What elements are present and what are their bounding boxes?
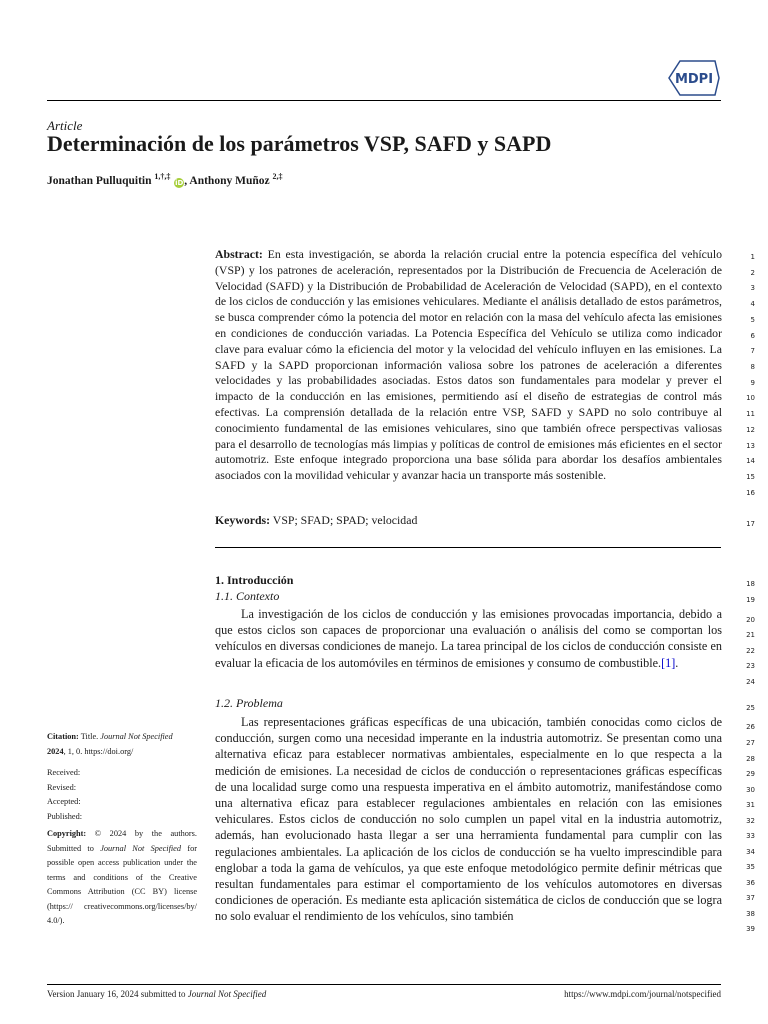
paragraph xyxy=(215,606,722,671)
section-heading: 1. Introducción xyxy=(215,573,294,587)
author-name[interactable]: Anthony Muñoz xyxy=(189,174,270,187)
line-number: 20 xyxy=(746,616,755,624)
footer-version xyxy=(47,989,266,999)
line-number: 34 xyxy=(746,848,755,856)
keywords-text: VSP; SFAD; SPAD; velocidad xyxy=(272,513,418,527)
line-number: 6 xyxy=(750,332,755,340)
copyright-label: Copyright: xyxy=(47,829,87,838)
line-number: 11 xyxy=(746,410,755,418)
line-number: 14 xyxy=(746,457,755,465)
section-rule xyxy=(215,547,721,548)
line-number: 28 xyxy=(746,755,755,763)
citation-block xyxy=(47,730,197,759)
line-number: 32 xyxy=(746,817,755,825)
line-number: 35 xyxy=(746,863,755,871)
citation-journal: Journal Not Specified xyxy=(100,732,173,741)
citation-volume[interactable]: , 1, 0. https://doi.org/ xyxy=(63,746,134,756)
citation-label: Citation: xyxy=(47,732,79,741)
dates-block xyxy=(47,766,197,824)
abstract xyxy=(215,247,722,484)
line-number: 21 xyxy=(746,631,755,639)
revised-label: Revised: xyxy=(47,782,77,792)
keywords-label: Keywords: xyxy=(215,513,271,527)
line-number: 27 xyxy=(746,739,755,747)
top-rule xyxy=(47,100,721,101)
line-number: 19 xyxy=(746,596,755,604)
line-number: 10 xyxy=(746,394,755,402)
line-number: 18 xyxy=(746,580,755,588)
line-number: 3 xyxy=(750,284,755,292)
paragraph-text: . xyxy=(675,655,679,670)
keywords xyxy=(215,513,417,528)
accepted-label: Accepted: xyxy=(47,797,81,806)
paragraph-text: Las representaciones gráficas específicas de una ubicación, también conocidas como ciclos de conducción, surgen como una necesidad imperante en la industria automotriz. Se presentan como una alternativa eficaz para establecer normativas ambientales, especialmente en lo que respecta a la medición de emisiones. La necesidad de ciclos de conducción o representaciones gráficas específicas de una localidad surge como una respuesta imperativa en el ámbito automotriz, manifestándose como una alternativa eficaz para establecer regulaciones ambientales en relación con las emisiones vehiculares. Estos ciclos de conducción no solo cumplen un papel vital en la industria automotriz, además, han evolucionado hasta llegar a ser una herramienta fundamental para cumplir con las regulaciones ambientales. La aplicación de los ciclos de conducción se ha vuelto imprescindible para englobar a toda la gama de vehículos, ya que este enfoque metodológico permite definir métricas que resultan fundamentales para estimar el comportamiento de los vehículos automotores en diversas condiciones de operación. Es mediante esta aplicación sistemática de ciclos de conducción que se logra no solo evaluar el rendimiento de los vehículos, sino también xyxy=(215,715,722,924)
author-affiliation: 1,†,‡ xyxy=(154,172,171,181)
line-number: 9 xyxy=(750,379,755,387)
line-number: 8 xyxy=(750,363,755,371)
received-label: Received: xyxy=(47,768,81,777)
copyright-license[interactable]: for possible open access publication under the terms and conditions of the Creative Commons Attribution (CC BY) license (https:// creativecommons.org/licenses/by/ 4.0/). xyxy=(47,843,198,925)
logo-text: MDPI xyxy=(674,72,714,87)
line-number: 5 xyxy=(750,316,755,324)
line-number: 13 xyxy=(746,442,755,450)
abstract-label: Abstract: xyxy=(215,247,263,261)
line-number: 17 xyxy=(746,520,755,528)
citation-year: 2024 xyxy=(47,746,64,756)
citation-link[interactable]: [1] xyxy=(661,655,676,670)
footer-rule xyxy=(47,984,721,985)
copyright-journal: Journal Not Specified xyxy=(100,843,182,853)
published-label: Published: xyxy=(47,811,83,821)
line-number: 33 xyxy=(746,832,755,840)
line-number: 16 xyxy=(746,489,755,497)
line-number: 1 xyxy=(750,253,755,261)
mdpi-logo xyxy=(666,60,720,96)
footer-url[interactable]: https://www.mdpi.com/journal/notspecified xyxy=(564,989,721,999)
orcid-icon[interactable]: iD xyxy=(175,178,184,187)
line-number: 31 xyxy=(746,801,755,809)
line-number: 22 xyxy=(746,647,755,655)
page-title: Determinación de los parámetros VSP, SAFD y SAPD xyxy=(47,131,552,156)
line-number: 36 xyxy=(746,879,755,887)
footer-version-text: Version January 16, 2024 submitted to xyxy=(47,989,186,999)
line-number: 15 xyxy=(746,473,755,481)
citation-text: Title. xyxy=(80,732,99,741)
line-number: 26 xyxy=(746,723,755,731)
article-type: Article xyxy=(47,118,83,133)
subsection-heading: 1.1. Contexto xyxy=(215,589,280,603)
line-number: 29 xyxy=(746,770,755,778)
subsection-heading: 1.2. Problema xyxy=(215,696,283,710)
footer-journal: Journal Not Specified xyxy=(187,989,267,999)
copyright-text: © 2024 by the authors. Submitted to xyxy=(47,829,197,853)
line-number: 7 xyxy=(750,347,755,355)
line-number: 23 xyxy=(746,662,755,670)
line-number: 39 xyxy=(746,925,755,933)
author-list xyxy=(47,172,282,188)
line-number: 12 xyxy=(746,426,755,434)
line-number: 4 xyxy=(750,300,755,308)
line-number: 2 xyxy=(750,269,755,277)
author-name[interactable]: Jonathan Pulluquitin xyxy=(47,174,152,187)
line-number: 24 xyxy=(746,678,755,686)
line-number: 38 xyxy=(746,910,755,918)
paragraph-text: La investigación de los ciclos de conducción y las emisiones provocadas importancia, debido a que estos ciclos son capaces de proporcionar una evaluación o análisis del como se comportan los vehículos en diversas condiciones de manejo. La tarea principal de los ciclos de conducción consiste en evaluar la eficacia de los automóviles en términos de emisiones y consumo de combustible. xyxy=(215,607,722,670)
copyright-block xyxy=(47,827,197,929)
line-number: 37 xyxy=(746,894,755,902)
author-separator: , xyxy=(184,174,190,187)
line-number: 30 xyxy=(746,786,755,794)
paragraph xyxy=(215,714,722,925)
author-affiliation: 2,‡ xyxy=(272,172,283,181)
abstract-text: En esta investigación, se aborda la relación crucial entre la potencia específica del vehículo (VSP) y los patrones de aceleración, representados por la Distribución de Frecuencia de Aceleración de Velocidad (SAFD) y la Distribución de Probabilidad de Aceleración de Velocidad (SAPD), en el contexto de los ciclos de conducción y las emisiones vehiculares. Mediante el análisis detallado de estos parámetros, se busca comprender cómo la potencia del motor en relación con la masa del vehículo afecta las emisiones en condiciones de conducción variadas. La Potencia Específica del Vehículo se utiliza como indicador clave para evaluar cómo la eficiencia del motor y la velocidad del vehículo influyen en las emisiones. La SAFD y la SAPD proporcionan información valiosa sobre los patrones de aceleración a diferentes velocidades y las probabilidades asociadas. Estos datos son fundamentales para modelar y prever el impacto de la conducción en las emisiones, permitiendo así el diseño de estrategias de control más efectivas. La comprensión detallada de la relación entre VSP, SAFD y SAPD no solo contribuye al conocimiento fundamental de las emisiones vehiculares, sino que también ofrece perspectivas valiosas para el desarrollo de tecnologías más limpias y políticas de control de emisiones más eficientes en el sector automotriz. Este enfoque integrado proporciona una base sólida para abordar los desafíos ambientales asociados con la movilidad vehicular y avanzar hacia un transporte más sostenible. xyxy=(215,247,722,483)
line-number: 25 xyxy=(746,704,755,712)
